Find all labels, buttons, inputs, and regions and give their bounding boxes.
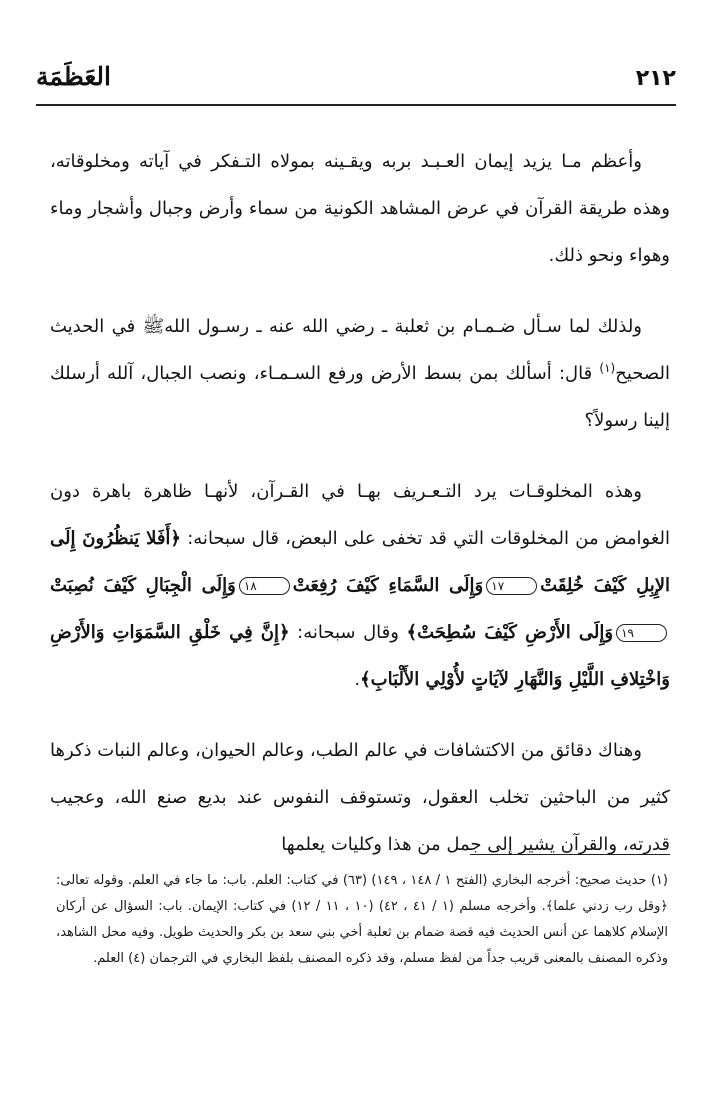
paragraph-3-text-a: وهذه المخلوقـات يرد التـعـريف بهـا في القـرآن، لأنهـا ظاهرة باهرة دون الغوامض من المخلوقات التي قد تخفى على البعض، قال سبحانه:	[50, 481, 670, 549]
footnote-reference-1: (١)	[599, 361, 616, 375]
ayah-number-17: ١٧	[486, 577, 537, 595]
paragraph-4: وهناك دقائق من الاكتشافات في عالم الطب، وعالم الحيوان، وعالم النبات ذكرها كثير من الباحثين تخلب العقول، وتستوقف النفوس عند بديع صنع الله، وعجيب قدرته، والقرآن يشير إلى جمل من هذا وكليات يعلمها	[50, 740, 670, 855]
quran-verse-imran: ﴿إِنَّ فِي خَلْقِ السَّمَوَاتِ وَالأَرْضِ وَاخْتِلافِ اللَّيْلِ وَالنَّهَارِ لآيَاتٍ لأُوْلِي الأَلْبَابِ﴾	[50, 622, 670, 690]
page-header	[36, 62, 676, 102]
paragraph-3-text-mid: وقال سبحانه:	[289, 622, 407, 643]
ayah-number-19: ١٩	[616, 624, 667, 642]
paragraph-3	[50, 468, 670, 703]
paragraph-2	[50, 303, 670, 444]
footnotes	[56, 868, 668, 972]
paragraph-3-text-end: .	[354, 669, 361, 690]
paragraph-2-text-a: ولذلك لما سـأل ضـمـام بن ثعلبة ـ رضي الله عنه ـ رسـول اللهﷺ في الحديث الصحيح	[50, 316, 670, 384]
running-title: العَظَمَة	[36, 62, 111, 91]
footnote-divider	[470, 854, 670, 855]
page-number: ٢١٢	[635, 66, 676, 91]
quran-verse-17: ﴿أَفَلا يَنظُرُونَ إِلَى الإِبِلِ كَيْفَ خُلِقَتْ	[50, 528, 670, 596]
paragraph-1: وأعظم مـا يزيد إيمان العـبـد بربه ويقـينه بمولاه التـفكر في آياته ومخلوقاته، وهذه طريقة القرآن في عرض المشاهد الكونية من سماء وأرض وجبال وأشجار وماء وهواء ونحو ذلك.	[50, 151, 670, 266]
quran-verse-19: وَإِلَى الْجِبَالِ كَيْفَ نُصِبَتْ	[50, 575, 236, 596]
paragraph-2-text-b: قال: أسألك بمن بسط الأرض ورفع السـمـاء، ونصب الجبال، آلله أرسلك إلينا رسولاً؟	[50, 363, 670, 431]
quran-verse-20: وَإِلَى الأَرْضِ كَيْفَ سُطِحَتْ﴾	[406, 622, 614, 643]
quran-verse-18: وَإِلَى السَّمَاءِ كَيْفَ رُفِعَتْ	[292, 575, 484, 596]
ayah-number-18: ١٨	[239, 577, 290, 595]
header-divider	[36, 104, 676, 106]
main-text	[50, 138, 670, 892]
footnote-1: (١) حديث صحيح: أخرجه البخاري (الفتح ١ / ١٤٨ ، ١٤٩) (٦٣) في كتاب: العلم. باب: ما جاء في العلم. وقوله تعالى: ﴿وقل رب زدني علما﴾. وأخرجه مسلم (١ / ٤١ ، ٤٢) (١٠ ، ١١ / ١٢) في كتاب: الإيمان. باب: السؤال عن أركان الإسلام كلاهما عن أنس الحديث فيه قصة ضمام بن ثعلبة أخي بني سعد بن بكر والحديث طويل. وفيه محل الشاهد، وذكره المصنف بالمعنى قريب جداً من لفظ مسلم، وقد ذكره المصنف بلفظ البخاري في الترجمان (٤) العلم.	[56, 873, 669, 966]
